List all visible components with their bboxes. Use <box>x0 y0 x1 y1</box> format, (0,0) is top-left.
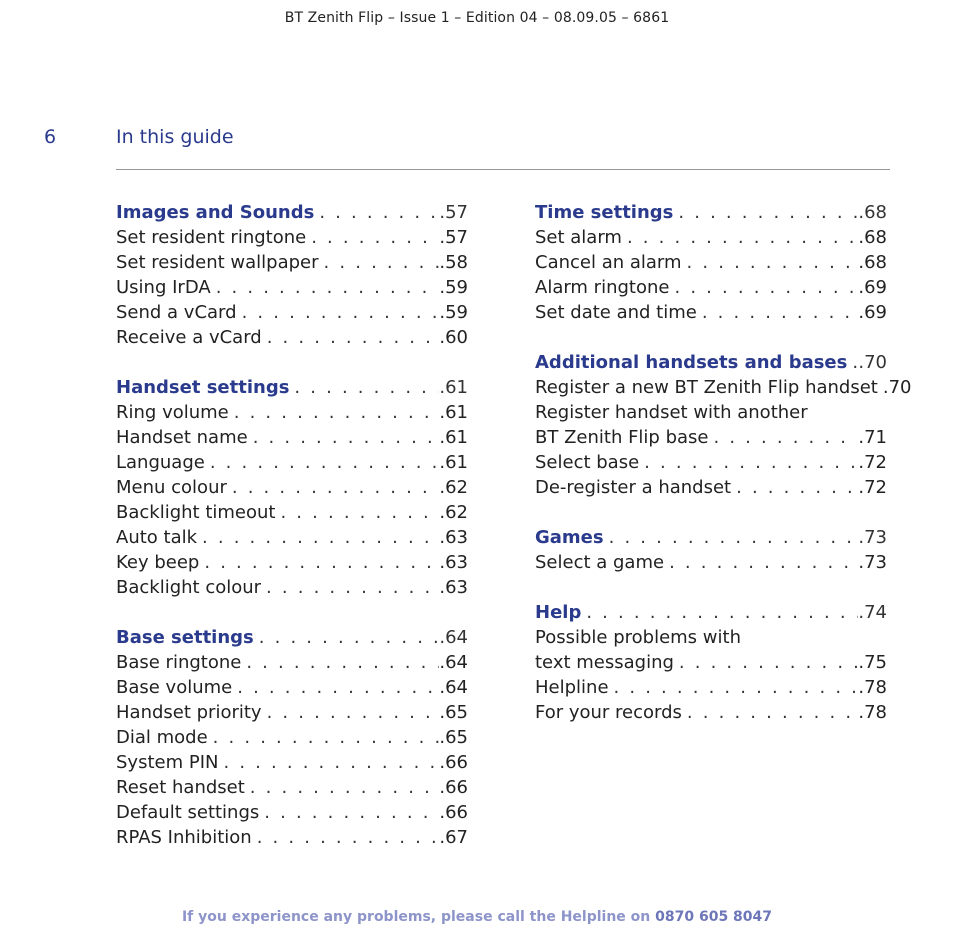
page-number: 6 <box>44 126 57 148</box>
toc-page: .60 <box>439 327 468 348</box>
toc-heading[interactable] <box>535 200 887 225</box>
toc-heading[interactable] <box>535 350 887 375</box>
toc-heading[interactable] <box>116 375 468 400</box>
toc-entry-title: Key beep <box>116 552 200 573</box>
toc-entry-title: System PIN <box>116 752 219 773</box>
toc-page: .78 <box>858 702 887 723</box>
toc-entry[interactable] <box>116 750 468 775</box>
toc-entry-title: Base volume <box>116 677 233 698</box>
toc-page: .63 <box>439 527 468 548</box>
toc-entry[interactable] <box>116 225 468 250</box>
toc-entry-title: Ring volume <box>116 402 229 423</box>
toc-page: .57 <box>439 202 468 223</box>
toc-entry[interactable] <box>116 250 468 275</box>
toc-page: .69 <box>858 277 887 298</box>
toc-entry-title: Dial mode <box>116 727 208 748</box>
toc-page: .66 <box>439 777 468 798</box>
toc-entry-title: Register handset with another <box>535 402 808 423</box>
toc-entry[interactable] <box>116 800 468 825</box>
toc-page: .72 <box>858 477 887 498</box>
toc-group-help <box>535 600 887 725</box>
toc-entry[interactable] <box>116 700 468 725</box>
header-divider <box>116 169 890 170</box>
toc-entry-title: Menu colour <box>116 477 227 498</box>
toc-heading-title: Handset settings <box>116 377 290 398</box>
toc-entry-title: Language <box>116 452 205 473</box>
toc-entry[interactable] <box>535 450 887 475</box>
toc-entry-wrapped[interactable] <box>535 400 887 425</box>
toc-entry-title: BT Zenith Flip base <box>535 427 709 448</box>
toc-group-time-settings <box>535 200 887 325</box>
toc-entry[interactable] <box>535 300 887 325</box>
toc-entry-title: Default settings <box>116 802 260 823</box>
toc-page: .59 <box>439 277 468 298</box>
toc-entry[interactable] <box>116 575 468 600</box>
toc-entry-title: Select base <box>535 452 640 473</box>
toc-entry[interactable] <box>116 525 468 550</box>
toc-page: .61 <box>439 427 468 448</box>
toc-entry[interactable] <box>535 250 887 275</box>
toc-entry-title: Handset name <box>116 427 248 448</box>
toc-entry-title: For your records <box>535 702 682 723</box>
section-title: In this guide <box>116 126 234 148</box>
toc-page: .70 <box>882 377 912 398</box>
toc-entry[interactable] <box>116 825 468 850</box>
toc-page: .66 <box>439 752 468 773</box>
toc-page: .65 <box>439 702 468 723</box>
toc-page: .63 <box>439 577 468 598</box>
toc-page: .65 <box>439 727 468 748</box>
toc-entry-title: Receive a vCard <box>116 327 262 348</box>
toc-entry[interactable] <box>535 375 912 400</box>
toc-page: .64 <box>439 627 468 648</box>
toc-page: .62 <box>439 477 468 498</box>
document-header: BT Zenith Flip – Issue 1 – Edition 04 – 08.09.05 – 6861 <box>284 10 670 26</box>
toc-page: .68 <box>858 202 887 223</box>
toc-entry[interactable] <box>116 675 468 700</box>
toc-entry[interactable] <box>116 725 468 750</box>
toc-entry[interactable] <box>116 300 468 325</box>
toc-heading-title: Help <box>535 602 582 623</box>
toc-entry[interactable] <box>116 550 468 575</box>
toc-entry[interactable] <box>116 400 468 425</box>
toc-page: .62 <box>439 502 468 523</box>
toc-entry[interactable] <box>535 475 887 500</box>
toc-entry-title: De-register a handset <box>535 477 732 498</box>
toc-entry-title: Backlight colour <box>116 577 262 598</box>
toc-heading[interactable] <box>116 200 468 225</box>
toc-entry-title: text messaging <box>535 652 674 673</box>
toc-entry[interactable] <box>535 225 887 250</box>
toc-left-column <box>116 200 468 875</box>
toc-entry-title: Handset priority <box>116 702 262 723</box>
toc-group-base-settings <box>116 625 468 850</box>
toc-entry[interactable] <box>535 550 887 575</box>
toc-entry-title: Auto talk <box>116 527 198 548</box>
toc-page: .73 <box>858 527 887 548</box>
toc-heading-title: Images and Sounds <box>116 202 315 223</box>
toc-heading[interactable] <box>535 525 887 550</box>
toc-entry[interactable] <box>116 275 468 300</box>
toc-heading[interactable] <box>116 625 468 650</box>
toc-entry[interactable] <box>535 275 887 300</box>
toc-entry-title: Set date and time <box>535 302 697 323</box>
toc-entry-title: Using IrDA <box>116 277 211 298</box>
toc-entry[interactable] <box>116 775 468 800</box>
toc-entry[interactable] <box>116 500 468 525</box>
toc-page: .73 <box>858 552 887 573</box>
toc-page: .64 <box>439 677 468 698</box>
toc-heading-title: Additional handsets and bases <box>535 352 848 373</box>
toc-right-column <box>535 200 912 750</box>
footer-text: If you experience any problems, please call the Helpline on <box>181 909 656 925</box>
toc-page: .61 <box>439 377 468 398</box>
toc-entry[interactable] <box>535 675 887 700</box>
toc-page: .57 <box>439 227 468 248</box>
toc-entry-title: Base ringtone <box>116 652 242 673</box>
toc-page: .64 <box>439 652 468 673</box>
toc-page: .61 <box>439 402 468 423</box>
toc-entry[interactable] <box>116 325 468 350</box>
toc-entry-title: Set alarm <box>535 227 622 248</box>
toc-group-handset-settings <box>116 375 468 600</box>
toc-entry-title: Register a new BT Zenith Flip handset <box>535 377 878 398</box>
toc-page: .78 <box>858 677 887 698</box>
toc-page: .59 <box>439 302 468 323</box>
toc-page: .61 <box>439 452 468 473</box>
toc-page: .58 <box>439 252 468 273</box>
toc-entry[interactable] <box>116 450 468 475</box>
toc-page: .71 <box>858 427 887 448</box>
toc-heading[interactable] <box>535 600 887 625</box>
toc-page: .66 <box>439 802 468 823</box>
toc-entry-title: Reset handset <box>116 777 245 798</box>
toc-group-additional-handsets <box>535 350 912 500</box>
toc-entry-title: Helpline <box>535 677 609 698</box>
toc-page: .67 <box>439 827 468 848</box>
toc-page: .72 <box>858 452 887 473</box>
toc-entry-title: Send a vCard <box>116 302 237 323</box>
helpline-phone-number: 0870 605 8047 <box>655 909 773 925</box>
toc-entry[interactable] <box>535 700 887 725</box>
toc-page: .68 <box>858 252 887 273</box>
toc-group-images-and-sounds <box>116 200 468 350</box>
toc-entry[interactable] <box>535 650 887 675</box>
toc-heading-title: Time settings <box>535 202 674 223</box>
toc-page: .69 <box>858 302 887 323</box>
toc-page: .74 <box>858 602 887 623</box>
toc-entry[interactable] <box>116 475 468 500</box>
toc-entry[interactable] <box>535 425 887 450</box>
toc-heading-title: Games <box>535 527 604 548</box>
toc-group-games <box>535 525 887 575</box>
toc-entry-title: Alarm ringtone <box>535 277 670 298</box>
toc-entry[interactable] <box>116 425 468 450</box>
toc-entry-title: Select a game <box>535 552 665 573</box>
toc-page: .70 <box>858 352 887 373</box>
toc-entry-title: RPAS Inhibition <box>116 827 252 848</box>
toc-entry-title: Backlight timeout <box>116 502 276 523</box>
toc-heading-title: Base settings <box>116 627 254 648</box>
toc-entry[interactable] <box>116 650 468 675</box>
toc-page: .68 <box>858 227 887 248</box>
toc-entry-wrapped[interactable] <box>535 625 887 650</box>
toc-entry-title: Set resident wallpaper <box>116 252 319 273</box>
toc-page: .63 <box>439 552 468 573</box>
toc-entry-title: Set resident ringtone <box>116 227 307 248</box>
toc-page: .75 <box>858 652 887 673</box>
helpline-footer <box>0 909 954 925</box>
toc-entry-title: Cancel an alarm <box>535 252 682 273</box>
toc-entry-title: Possible problems with <box>535 627 741 648</box>
